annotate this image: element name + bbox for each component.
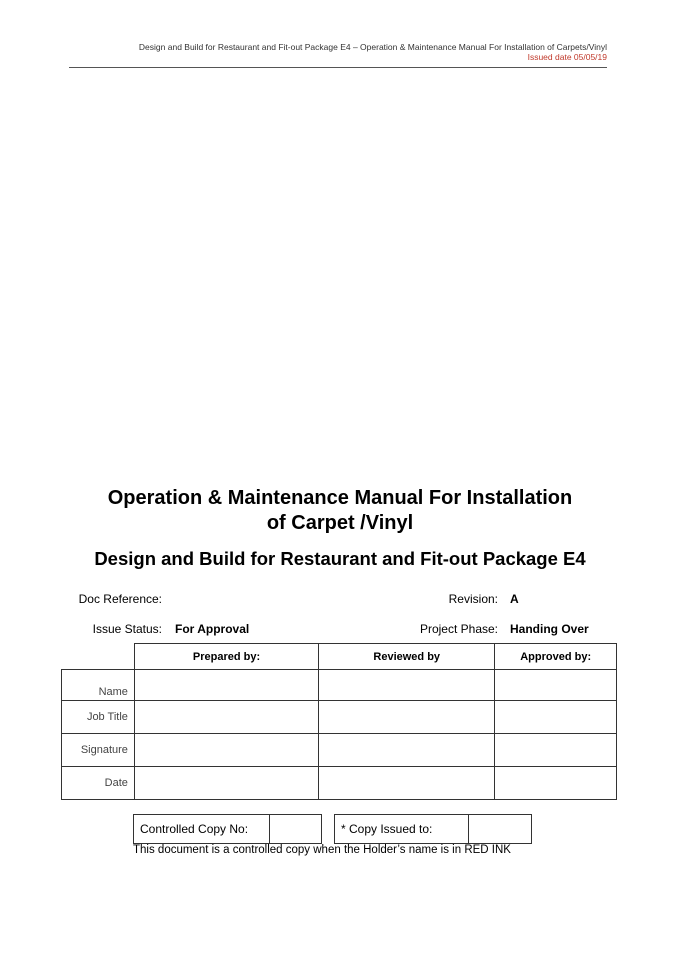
controlled-copy-box (133, 814, 322, 844)
date-prepared-cell[interactable] (134, 767, 318, 800)
date-reviewed-cell[interactable] (319, 767, 495, 800)
row-label-job-title: Job Title (62, 701, 135, 734)
job-title-prepared-cell[interactable] (134, 701, 318, 734)
table-row-job-title (62, 701, 617, 734)
signature-approved-cell[interactable] (495, 734, 617, 767)
table-row-signature (62, 734, 617, 767)
header-issued-date: Issued date 05/05/19 (527, 52, 607, 62)
name-reviewed-cell[interactable] (319, 670, 495, 701)
revision-label: Revision: (448, 592, 498, 606)
table-row-name (62, 670, 617, 701)
name-prepared-cell[interactable] (134, 670, 318, 701)
name-approved-cell[interactable] (495, 670, 617, 701)
job-title-reviewed-cell[interactable] (319, 701, 495, 734)
controlled-copy-value[interactable] (270, 815, 321, 843)
signature-prepared-cell[interactable] (134, 734, 318, 767)
document-subtitle: Design and Build for Restaurant and Fit-out Package E4 (94, 548, 586, 569)
issue-status-value: For Approval (175, 622, 250, 636)
job-title-approved-cell[interactable] (495, 701, 617, 734)
project-phase-label: Project Phase: (419, 622, 498, 636)
date-approved-cell[interactable] (495, 767, 617, 800)
table-row-date (62, 767, 617, 800)
controlled-copy-note: This document is a controlled copy when the Holder’s name is in RED INK (133, 844, 511, 856)
header-divider (69, 67, 607, 68)
header-title-line: Design and Build for Restaurant and Fit-out Package E4 – Operation & Maintenance Manual For Installation of Carpets/Vinyl (138, 42, 607, 52)
copy-issued-to-value[interactable] (469, 815, 531, 843)
document-title (40, 486, 640, 536)
document-title-line1: Operation & Maintenance Manual For Installation (107, 487, 573, 509)
controlled-copy-label: Controlled Copy No: (134, 815, 270, 843)
signature-table (61, 643, 617, 800)
copy-issued-to-box (334, 814, 532, 844)
header-blank-cell (62, 644, 135, 670)
copy-issued-to-label: * Copy Issued to: (335, 815, 469, 843)
doc-reference-label: Doc Reference: (78, 592, 162, 606)
signature-table-header (62, 644, 617, 670)
row-label-date: Date (62, 767, 135, 800)
row-label-name: Name (62, 670, 135, 701)
revision-value: A (510, 592, 519, 606)
issue-status-label: Issue Status: (92, 622, 162, 636)
header-reviewed-by: Reviewed by (319, 644, 495, 670)
header-prepared-by: Prepared by: (134, 644, 318, 670)
project-phase-value: Handing Over (510, 622, 589, 636)
document-title-line2: of Carpet /Vinyl (266, 512, 414, 534)
header-approved-by: Approved by: (495, 644, 617, 670)
row-label-signature: Signature (62, 734, 135, 767)
signature-reviewed-cell[interactable] (319, 734, 495, 767)
